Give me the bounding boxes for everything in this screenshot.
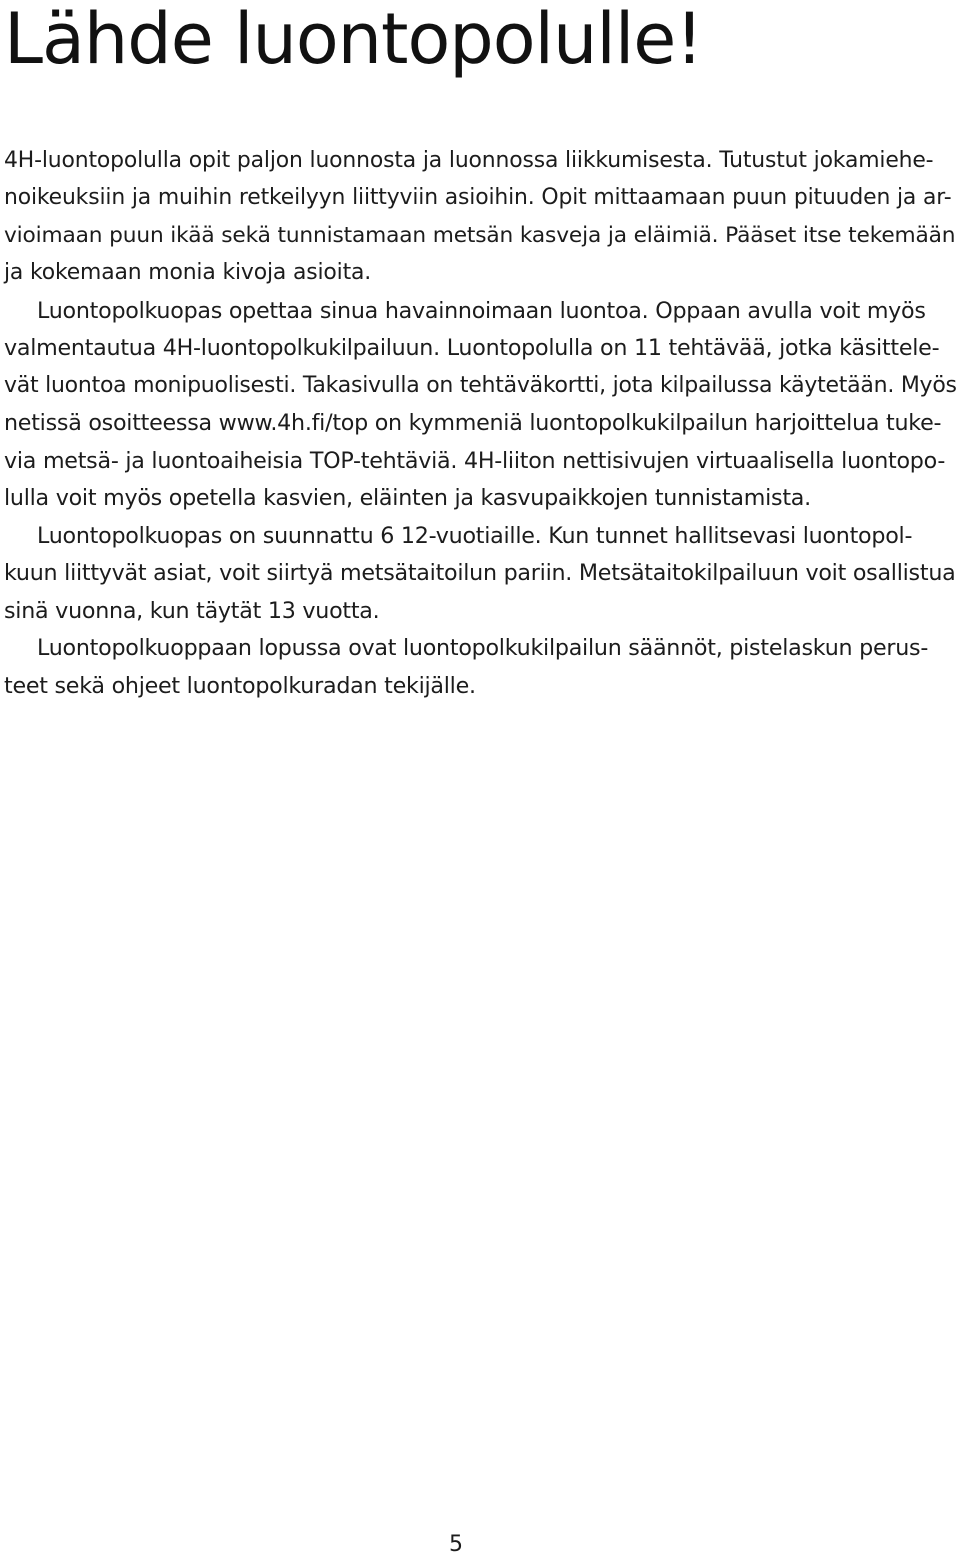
text-line: vät luontoa monipuolisesti. Takasivulla on tehtäväkortti, jota kilpailussa käytetään. Myös [4, 373, 957, 398]
text-line: vioimaan puun ikää sekä tunnistamaan metsän kasveja ja eläimiä. Pääset itse tekemään [4, 223, 956, 248]
text-line: teet sekä ohjeet luontopolkuradan tekijälle. [4, 673, 476, 699]
text-line: Luontopolkuopas on suunnattu 6 12-vuotiaille. Kun tunnet hallitsevasi luontopol- [37, 523, 913, 549]
text-line: ja kokemaan monia kivoja asioita. [4, 260, 372, 285]
page-number: 5 [449, 1532, 463, 1557]
text-line: lulla voit myös opetella kasvien, eläinten ja kasvupaikkojen tunnistamista. [4, 485, 811, 511]
text-line: netissä osoitteessa www.4h.fi/top on kymmeniä luontopolkukilpailun harjoittelua tuke- [4, 410, 942, 436]
text-line: via metsä- ja luontoaiheisia TOP-tehtäviä. 4H-liiton nettisivujen virtuaalisella luontopo- [4, 448, 946, 474]
text-line: valmentautua 4H-luontopolkukilpailuun. Luontopolulla on 11 tehtävää, jotka käsittele- [4, 335, 940, 361]
text-line: Luontopolkuopas opettaa sinua havainnoimaan luontoa. Oppaan avulla voit myös [37, 298, 926, 324]
text-line: sinä vuonna, kun täytät 13 vuotta. [4, 598, 380, 624]
text-line: kuun liittyvät asiat, voit siirtyä metsätaitoilun pariin. Metsätaitokilpailuun voit osallistua [4, 560, 956, 586]
text-line: noikeuksiin ja muihin retkeilyyn liittyviin asioihin. Opit mittaamaan puun pituuden ja ar- [4, 185, 952, 210]
text-line: 4H-luontopolulla opit paljon luonnosta ja luonnossa liikkumisesta. Tutustut jokamiehe- [4, 148, 934, 173]
page-title: Lähde luontopolulle! [4, 0, 703, 80]
text-line: Luontopolkuoppaan lopussa ovat luontopolkukilpailun säännöt, pistelaskun perus- [37, 635, 929, 661]
